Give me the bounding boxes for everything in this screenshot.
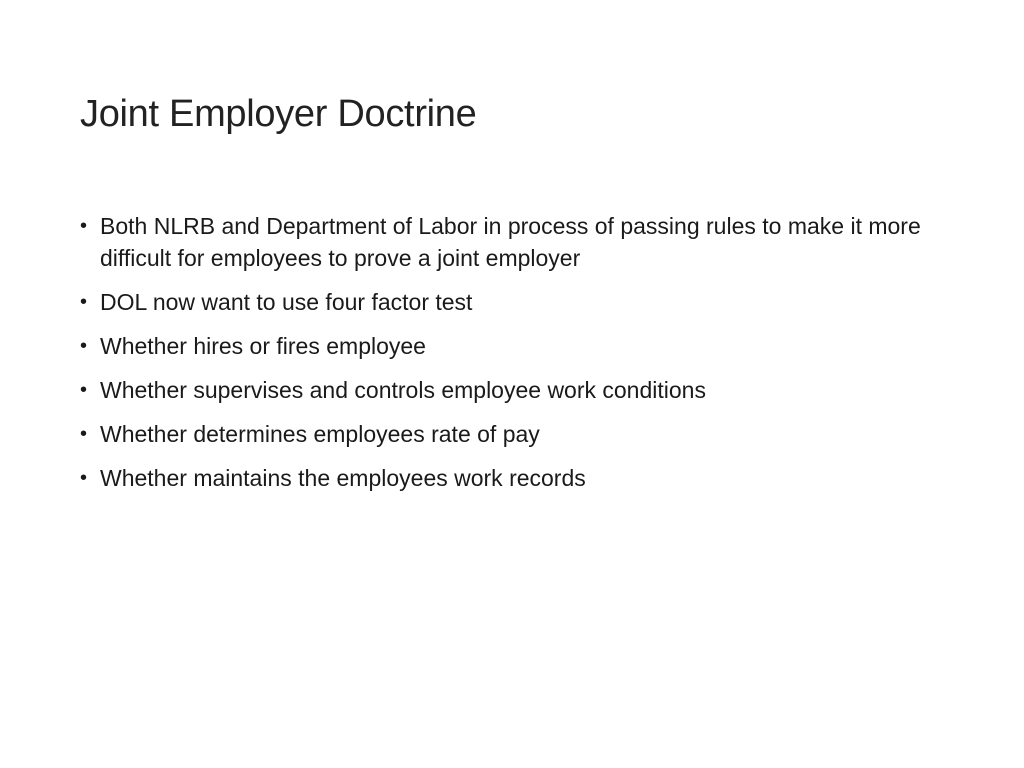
- bullet-text: Whether maintains the employees work records: [100, 465, 586, 491]
- bullet-text: Whether supervises and controls employee work conditions: [100, 377, 706, 403]
- bullet-text: Whether hires or fires employee: [100, 333, 426, 359]
- bullet-icon: •: [80, 291, 88, 313]
- bullet-text: Both NLRB and Department of Labor in process of passing rules to make it more difficult for employees to prove a joint employer: [100, 213, 921, 271]
- slide-title: Joint Employer Doctrine: [80, 93, 477, 135]
- bullet-text: Whether determines employees rate of pay: [100, 421, 540, 447]
- bullet-list: [80, 210, 940, 506]
- bullet-icon: •: [80, 215, 88, 237]
- list-item: [80, 374, 940, 406]
- list-item: [80, 210, 940, 274]
- bullet-icon: •: [80, 467, 88, 489]
- list-item: [80, 462, 940, 494]
- list-item: [80, 286, 940, 318]
- list-item: [80, 330, 940, 362]
- bullet-text: DOL now want to use four factor test: [100, 289, 473, 315]
- bullet-icon: •: [80, 335, 88, 357]
- list-item: [80, 418, 940, 450]
- bullet-icon: •: [80, 379, 88, 401]
- bullet-icon: •: [80, 423, 88, 445]
